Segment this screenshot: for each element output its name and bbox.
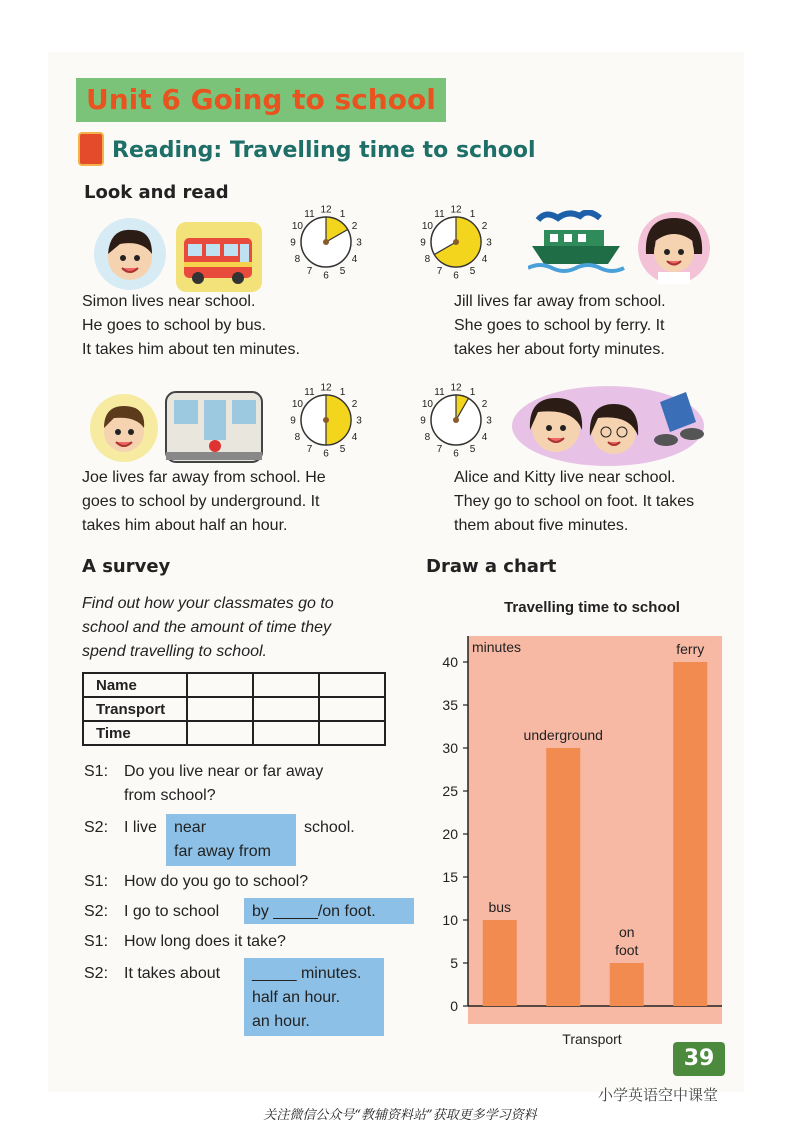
clock-number: 5 — [469, 266, 476, 278]
table-row — [83, 673, 385, 697]
x-axis-label: Transport — [562, 1031, 622, 1047]
dialogue-answer-3: It takes about — [124, 965, 221, 982]
clock-center — [453, 239, 459, 245]
survey-cell[interactable] — [187, 697, 253, 721]
clock-number: 7 — [306, 444, 313, 456]
dialogue-answer-1: I live — [124, 819, 157, 836]
clock-number: 5 — [469, 444, 476, 456]
survey-cell[interactable] — [187, 673, 253, 697]
survey-cell[interactable] — [253, 673, 319, 697]
survey-heading: A survey — [82, 556, 171, 577]
y-tick-label: 35 — [442, 697, 458, 713]
option-an-hour: an hour. — [252, 1013, 310, 1030]
underground-train-picture — [162, 382, 266, 466]
clock-number: 9 — [420, 237, 426, 249]
footer-note: 关注微信公众号“教辅资料站”获取更多学习资料 — [263, 1108, 537, 1123]
clock-number: 5 — [339, 266, 346, 278]
y-tick-label: 30 — [442, 740, 458, 756]
clock-number: 9 — [290, 237, 296, 249]
survey-instruction: Find out how your classmates go to school and the amount of time they spend travelling to school. — [82, 595, 334, 660]
clock-jill — [416, 202, 496, 282]
table-row — [83, 697, 385, 721]
bar-label: on — [618, 924, 635, 940]
clock-number: 7 — [436, 266, 443, 278]
textbook-page — [48, 52, 744, 1104]
story-alice-kitty-text: Alice and Kitty live near school. They go to school on foot. It takes them about five minutes. — [454, 469, 695, 534]
clock-number: 6 — [323, 270, 329, 282]
watermark: 小学英语空中课堂 — [598, 1086, 719, 1104]
clock-number: 8 — [424, 254, 431, 265]
clock-number: 8 — [294, 432, 301, 443]
option-half-an-hour: half an hour. — [252, 989, 341, 1006]
y-tick-label: 5 — [450, 955, 458, 971]
bar-underground — [546, 748, 580, 1006]
clock-number: 1 — [469, 386, 476, 398]
clock-number: 3 — [486, 415, 492, 427]
dialogue-question-1: Do you live near or far away — [124, 763, 324, 780]
clock-number: 10 — [421, 399, 433, 410]
dialogue-question-1-cont: from school? — [124, 787, 216, 804]
bar-label: underground — [523, 727, 603, 743]
survey-cell[interactable] — [253, 721, 319, 745]
look-and-read-heading: Look and read — [84, 182, 229, 203]
clock-number: 5 — [339, 444, 346, 456]
story-jill-text: Jill lives far away from school. She goes to school by ferry. It takes her about forty minutes. — [454, 293, 666, 358]
clock-number: 12 — [450, 204, 462, 216]
y-tick-label: 10 — [442, 912, 458, 928]
ferry-picture — [528, 210, 628, 280]
bar-label: foot — [615, 942, 639, 958]
clock-center — [323, 417, 329, 423]
clock-number: 11 — [434, 386, 445, 398]
clock-number: 10 — [421, 221, 433, 232]
y-tick-label: 15 — [442, 869, 458, 885]
clock-number: 3 — [356, 415, 362, 427]
survey-cell[interactable] — [187, 721, 253, 745]
clock-number: 8 — [424, 432, 431, 443]
bar-label: ferry — [676, 641, 705, 657]
table-row — [83, 721, 385, 745]
bar-on-foot — [610, 963, 644, 1006]
story-simon-text: Simon lives near school. He goes to school by bus. It takes him about ten minutes. — [82, 293, 300, 358]
bar-bus — [483, 920, 517, 1006]
bar-label: bus — [488, 899, 512, 915]
reading-title: Reading: Travelling time to school — [112, 138, 536, 163]
clock-number: 11 — [304, 386, 315, 398]
clock-number: 4 — [481, 254, 488, 265]
clock-number: 3 — [356, 237, 362, 249]
story-joe-text: Joe lives far away from school. He goes to school by underground. It takes him about half an hour. — [82, 469, 326, 534]
clock-number: 12 — [320, 204, 332, 216]
survey-row-label: Transport — [83, 697, 187, 721]
clock-number: 6 — [323, 448, 329, 460]
clock-number: 11 — [434, 208, 445, 220]
survey-cell[interactable] — [253, 697, 319, 721]
clock-simon — [286, 202, 366, 282]
y-tick-label: 40 — [442, 654, 458, 670]
joe-picture — [88, 392, 160, 464]
clock-number: 6 — [453, 270, 459, 282]
option-minutes: _____ minutes. — [252, 965, 362, 982]
clock-number: 10 — [291, 399, 303, 410]
survey-cell[interactable] — [319, 697, 385, 721]
draw-chart-heading: Draw a chart — [426, 556, 557, 577]
survey-row-label: Time — [83, 721, 187, 745]
clock-alice-kitty — [416, 380, 496, 460]
book-icon — [78, 132, 104, 166]
clock-number: 2 — [481, 399, 488, 410]
page-number: 39 — [673, 1042, 725, 1076]
y-tick-label: 25 — [442, 783, 458, 799]
option-far-away-from: far away from — [174, 843, 271, 860]
clock-number: 1 — [339, 208, 346, 220]
dialogue-question-2: How do you go to school? — [124, 873, 309, 890]
dialogue-speaker: S1: — [84, 763, 109, 780]
alice-kitty-picture — [510, 382, 706, 466]
dialogue-speaker: S2: — [84, 965, 109, 982]
simon-picture — [90, 214, 170, 292]
bar-chart — [412, 592, 738, 1052]
y-axis-label: minutes — [472, 639, 522, 655]
dialogue-speaker: S2: — [84, 903, 109, 920]
clock-center — [323, 239, 329, 245]
clock-number: 11 — [304, 208, 315, 220]
survey-cell[interactable] — [319, 721, 385, 745]
clock-number: 4 — [351, 432, 358, 443]
y-tick-label: 0 — [450, 998, 458, 1014]
clock-number: 4 — [351, 254, 358, 265]
clock-joe — [286, 380, 366, 460]
dialogue-question-3: How long does it take? — [124, 933, 286, 950]
clock-number: 1 — [469, 208, 476, 220]
clock-number: 9 — [290, 415, 296, 427]
clock-number: 12 — [320, 382, 332, 394]
clock-number: 4 — [481, 432, 488, 443]
chart-title: Travelling time to school — [504, 599, 680, 616]
dialogue-speaker: S1: — [84, 873, 109, 890]
clock-time-wedge — [326, 395, 351, 445]
clock-number: 9 — [420, 415, 426, 427]
clock-number: 12 — [450, 382, 462, 394]
clock-number: 7 — [306, 266, 313, 278]
bar-ferry — [673, 662, 707, 1006]
dialogue-answer-2: I go to school — [124, 903, 220, 920]
clock-number: 2 — [351, 399, 358, 410]
clock-number: 3 — [486, 237, 492, 249]
survey-table — [82, 672, 386, 746]
survey-row-label: Name — [83, 673, 187, 697]
y-tick-label: 20 — [442, 826, 458, 842]
option-near: near — [174, 819, 207, 836]
clock-number: 1 — [339, 386, 346, 398]
option-transport: by _____/on foot. — [252, 903, 376, 920]
clock-number: 7 — [436, 444, 443, 456]
dialogue-answer-1-end: school. — [304, 819, 355, 836]
dialogue-speaker: S1: — [84, 933, 109, 950]
survey-cell[interactable] — [319, 673, 385, 697]
bus-picture — [176, 222, 262, 292]
clock-number: 6 — [453, 448, 459, 460]
clock-number: 2 — [351, 221, 358, 232]
clock-number: 2 — [481, 221, 488, 232]
dialogue-speaker: S2: — [84, 819, 109, 836]
jill-picture — [634, 208, 712, 288]
clock-center — [453, 417, 459, 423]
unit-title: Unit 6 Going to school — [76, 78, 446, 122]
clock-number: 8 — [294, 254, 301, 265]
clock-number: 10 — [291, 221, 303, 232]
